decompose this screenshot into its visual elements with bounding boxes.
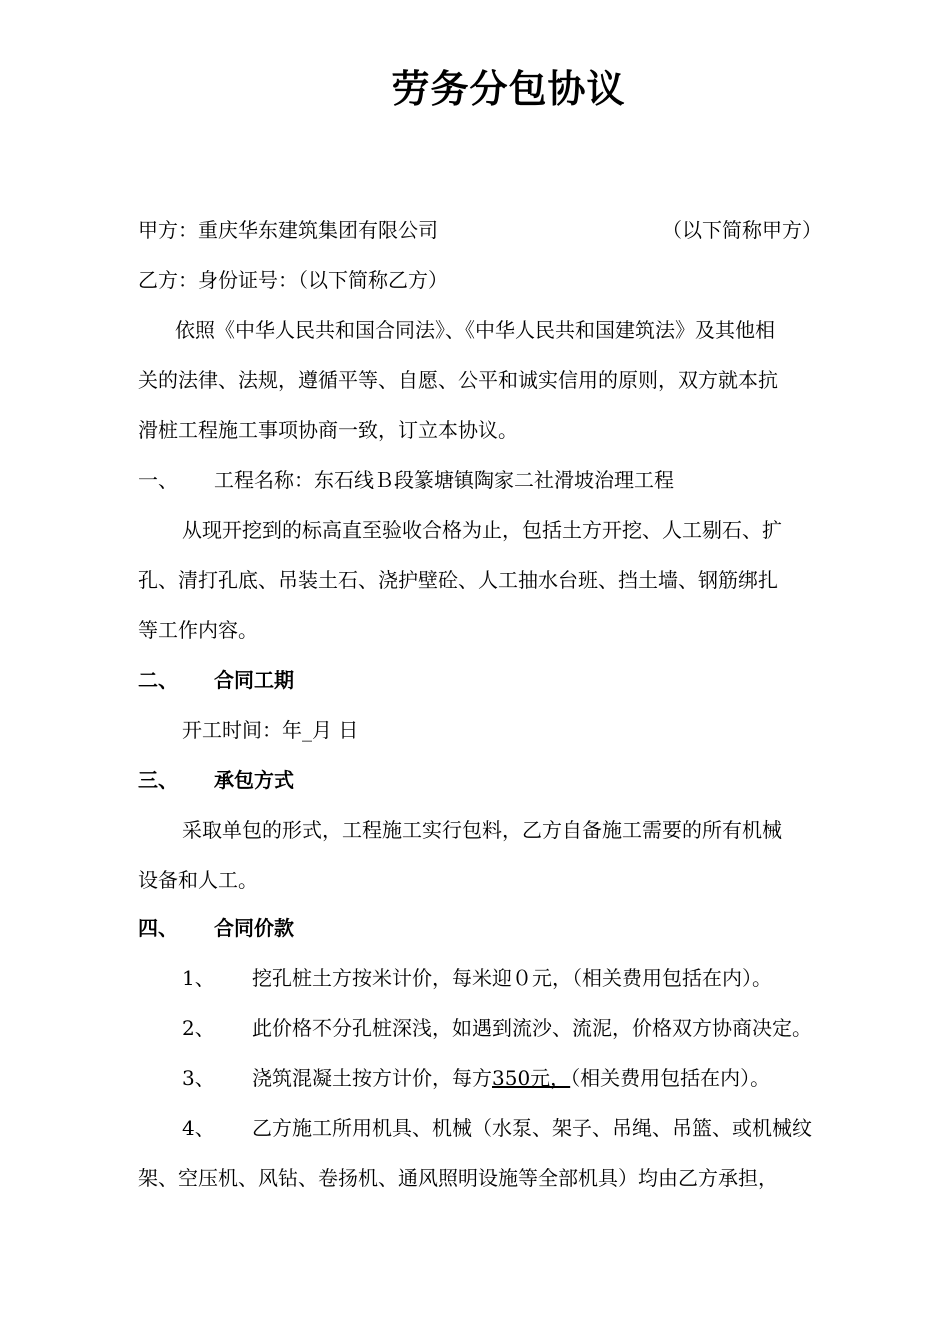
item-3-text (252, 1064, 770, 1092)
section-3-number: 三、 (138, 768, 178, 792)
section-1-body-line: 等工作内容。 (138, 618, 258, 642)
item-1-text: 挖孔桩土方按米计价，每米迎０元，（相关费用包括在内）。 (252, 966, 772, 990)
preamble-line: 关的法律、法规，遵循平等、自愿、公平和诚实信用的原则，双方就本抗 (138, 368, 778, 392)
section-2-heading: 合同工期 (214, 668, 294, 692)
section-4-number: 四、 (138, 916, 178, 940)
party-a-alias: （以下简称甲方） (662, 218, 822, 242)
item-2-text: 此价格不分孔桩深浅，如遇到流沙、流泥，价格双方协商决定。 (252, 1016, 812, 1040)
party-a-line (138, 216, 438, 244)
section-1-body-line: 从现开挖到的标高直至验收合格为止，包括土方开挖、人工剔石、扩 (182, 518, 782, 542)
item-3-number: 3、 (182, 1066, 215, 1090)
document-title: 劳务分包协议 (391, 67, 626, 111)
section-3-heading: 承包方式 (214, 768, 294, 792)
item-2-number: 2、 (182, 1016, 215, 1040)
item-3-price-underlined: 350元， (492, 1066, 571, 1090)
item-4-text: 乙方施工所用机具、机械（水泵、架子、吊绳、吊篮、或机械纹 (252, 1116, 812, 1140)
section-4-heading: 合同价款 (214, 916, 294, 940)
item-1-number: 1、 (182, 966, 215, 990)
section-1-heading: 工程名称：东石线Ｂ段篆塘镇陶家二社滑坡治理工程 (214, 468, 674, 492)
section-3-body-line: 设备和人工。 (138, 868, 258, 892)
item-4-number: 4、 (182, 1116, 215, 1140)
party-a-name: 重庆华东建筑集团有限公司 (198, 218, 438, 242)
preamble-line: 依照《中华人民共和国合同法》、《中华人民共和国建筑法》及其他相 (175, 318, 775, 342)
section-1-body-line: 孔、清打孔底、吊装土石、浇护壁砼、人工抽水台班、挡土墙、钢筋绑扎 (138, 568, 778, 592)
preamble-line: 滑桩工程施工事项协商一致，订立本协议。 (138, 418, 518, 442)
section-2-body: 开工时间：年_月 日 (182, 718, 359, 742)
item-3-text-before: 浇筑混凝土按方计价，每方 (252, 1066, 492, 1090)
item-4-continuation: 架、空压机、风钻、卷扬机、通风照明设施等全部机具）均由乙方承担， (138, 1166, 778, 1190)
party-a-label: 甲方： (138, 218, 198, 242)
section-1-number: 一、 (138, 468, 178, 492)
item-3-text-after: （相关费用包括在内）。 (570, 1066, 771, 1090)
party-b-line: 乙方：身份证号：（以下简称乙方） (138, 268, 448, 292)
section-3-body-line: 采取单包的形式，工程施工实行包料，乙方自备施工需要的所有机械 (182, 818, 782, 842)
section-2-number: 二、 (138, 668, 178, 692)
